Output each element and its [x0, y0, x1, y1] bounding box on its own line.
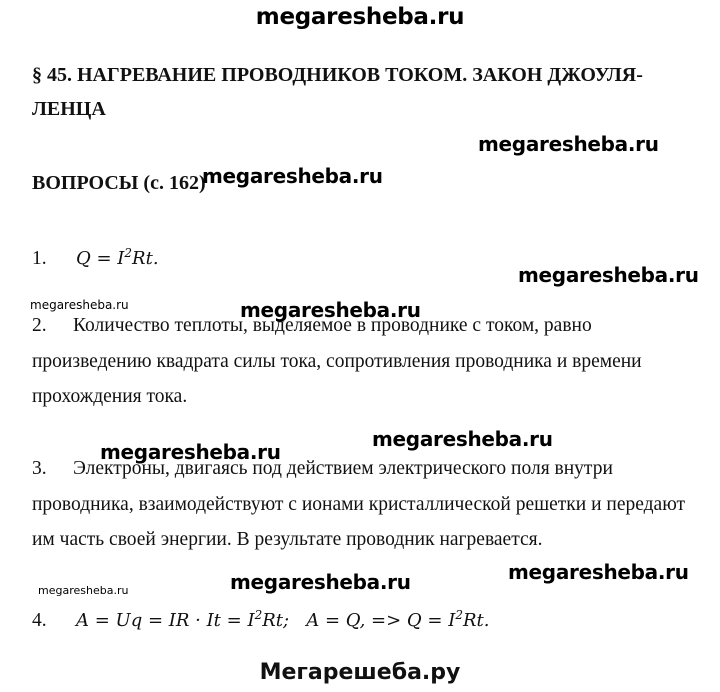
answer-4 [32, 598, 692, 639]
formula-joule-lenz: $Q = I^2Rt$. [76, 246, 159, 269]
watermark-top: megaresheba.ru [255, 4, 465, 30]
watermark: megaresheba.ru [478, 132, 659, 156]
answer-3 [32, 451, 692, 558]
answer-text: Количество теплоты, выделяемое в проводнике с током, равно произведению квадрата силы тока, сопротивления проводника и времени прохождения тока. [32, 315, 642, 407]
answer-text: Электроны, двигаясь под действием электрического поля внутри проводника, взаимодействуют с ионами кристаллической решетки и передают им часть своей энергии. В результате проводник нагревается. [32, 458, 686, 550]
section-title-line2: ЛЕНЦА [32, 98, 106, 120]
watermark: megaresheba.ru [372, 427, 553, 451]
section-title-line1: § 45. НАГРЕВАНИЕ ПРОВОДНИКОВ ТОКОМ. ЗАКОН ДЖОУЛЯ- [32, 64, 643, 86]
watermark-small: megaresheba.ru [30, 298, 129, 312]
answer-number: 2. [32, 315, 47, 336]
answer-number: 3. [32, 458, 47, 479]
answer-2 [32, 308, 692, 415]
watermark: megaresheba.ru [240, 298, 421, 322]
watermark: megaresheba.ru [508, 560, 689, 584]
formula-work-heat: A = Uq = IR · $It = I^2Rt$; A = Q, => $Q = I^2Rt$. [76, 608, 490, 631]
watermark-small: megaresheba.ru [38, 584, 129, 597]
watermark: megaresheba.ru [230, 570, 411, 594]
answer-number: 1. [32, 248, 47, 269]
watermark: megaresheba.ru [100, 440, 281, 464]
answer-number: 4. [32, 610, 47, 631]
watermark: megaresheba.ru [518, 263, 699, 287]
footer-site-name: Мегарешеба.ру [259, 660, 461, 685]
questions-heading: ВОПРОСЫ (с. 162) [32, 172, 206, 194]
watermark: megaresheba.ru [202, 164, 383, 188]
